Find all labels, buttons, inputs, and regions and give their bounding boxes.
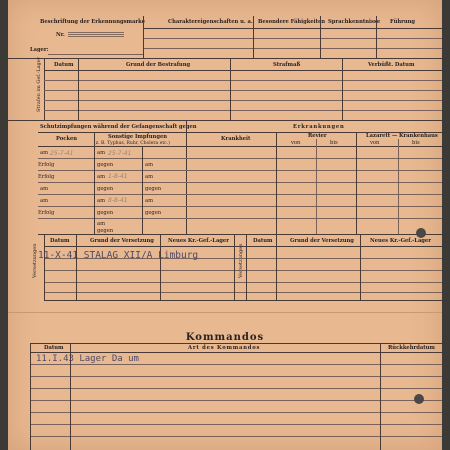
imp3-am-2: am bbox=[145, 174, 154, 180]
label-impfungen: Schutzimpfungen während der Gefangenschaft gegen bbox=[40, 124, 197, 130]
imp2-am-3: am bbox=[97, 198, 106, 204]
imp-row-am-1: am bbox=[40, 150, 49, 156]
imp2-am-4: am bbox=[97, 221, 106, 227]
sonst-date-1: 25-7-41 bbox=[108, 150, 132, 157]
col-revier-bis: bis bbox=[330, 140, 338, 146]
imp3-am-1: am bbox=[145, 162, 154, 168]
col-krankheit: Krankheit bbox=[221, 136, 251, 142]
col-strafen-verbuesst: Verbüßt. Datum bbox=[368, 62, 415, 68]
col-kdo-datum: Datum bbox=[44, 345, 64, 351]
punch-hole-bottom bbox=[414, 394, 424, 404]
label-erkennungsmarke: Beschriftung der Erkennungsmarke bbox=[40, 19, 146, 25]
label-faehigkeiten: Besondere Fähigkeiten bbox=[258, 19, 326, 25]
col-sonstige: Sonstige Impfungen bbox=[108, 134, 168, 140]
label-strafen-side: Strafen im Gef.-Lager bbox=[36, 56, 42, 112]
label-charakter: Charaktereigenschaften u. a. bbox=[168, 19, 253, 25]
col-strafen-grund: Grund der Bestrafung bbox=[126, 62, 191, 68]
label-nr: Nr. bbox=[56, 32, 65, 38]
versetzung-entry: 11-X-41 STALAG XII/A Limburg bbox=[38, 250, 199, 261]
col-lazarett-bis: bis bbox=[412, 140, 420, 146]
label-sprachen: Sprachkenntnisse bbox=[328, 19, 381, 25]
imp-row-erfolg-1: Erfolg bbox=[38, 162, 55, 168]
col-sonstige-sub: (z. B. Typhus, Ruhr, Cholera etc.) bbox=[94, 141, 170, 146]
sonst-date-2: 1-8-41 bbox=[108, 173, 128, 180]
imp2-gegen-2: gegen bbox=[97, 186, 114, 192]
imp-row-am-3: am bbox=[40, 198, 49, 204]
kommandos-title: Kommandos bbox=[185, 332, 265, 343]
col-lazarett: Lazarett — Krankenhaus bbox=[366, 133, 438, 139]
col-strafen-strafmass: Strafmaß bbox=[273, 62, 301, 68]
label-erkrankungen: Erkrankungen bbox=[293, 124, 345, 130]
imp3-gegen-1: gegen bbox=[145, 186, 162, 192]
fold-line bbox=[8, 312, 442, 313]
label-lager: Lager: bbox=[30, 47, 49, 53]
col-vers-lager-2: Neues Kr.-Gef.-Lager bbox=[370, 238, 431, 244]
col-pocken: Pocken bbox=[56, 136, 78, 142]
col-vers-grund-2: Grund der Versetzung bbox=[290, 238, 354, 244]
col-vers-lager-1: Neues Kr.-Gef.-Lager bbox=[168, 238, 229, 244]
sonst-date-3: 8-8-41 bbox=[108, 197, 128, 204]
imp2-am-1: am bbox=[97, 150, 106, 156]
imp2-gegen-3: gegen bbox=[97, 210, 114, 216]
label-versetzungen-left: Versetzungen bbox=[32, 243, 38, 278]
punch-hole-top bbox=[416, 228, 426, 238]
kommando-entry: 11.I.43 Lager Da um bbox=[36, 354, 139, 364]
imp-row-am-2: am bbox=[40, 186, 49, 192]
imp-row-erfolg-3: Erfolg bbox=[38, 210, 55, 216]
col-vers-grund-1: Grund der Versetzung bbox=[90, 238, 154, 244]
label-fuehrung: Führung bbox=[390, 19, 416, 25]
col-vers-datum-1: Datum bbox=[50, 238, 70, 244]
col-strafen-datum: Datum bbox=[54, 62, 74, 68]
pow-record-card bbox=[8, 0, 442, 450]
col-revier-von: von bbox=[291, 140, 301, 146]
imp3-am-3: am bbox=[145, 198, 154, 204]
imp2-gegen-4: gegen bbox=[97, 228, 114, 234]
col-kdo-rueckkehr: Rückkehrdatum bbox=[388, 345, 435, 351]
imp-row-erfolg-2: Erfolg bbox=[38, 174, 55, 180]
col-revier: Revier bbox=[308, 133, 327, 139]
imp3-gegen-2: gegen bbox=[145, 210, 162, 216]
nr-struck-field bbox=[68, 31, 124, 37]
col-kdo-art: Art des Kommandos bbox=[188, 345, 261, 351]
col-lazarett-von: von bbox=[370, 140, 380, 146]
imp2-gegen-1: gegen bbox=[97, 162, 114, 168]
label-versetzungen-right: Versetzungen bbox=[238, 243, 244, 278]
col-vers-datum-2: Datum bbox=[253, 238, 273, 244]
pocken-date: 25-7-41 bbox=[50, 150, 74, 157]
imp2-am-2: am bbox=[97, 174, 106, 180]
